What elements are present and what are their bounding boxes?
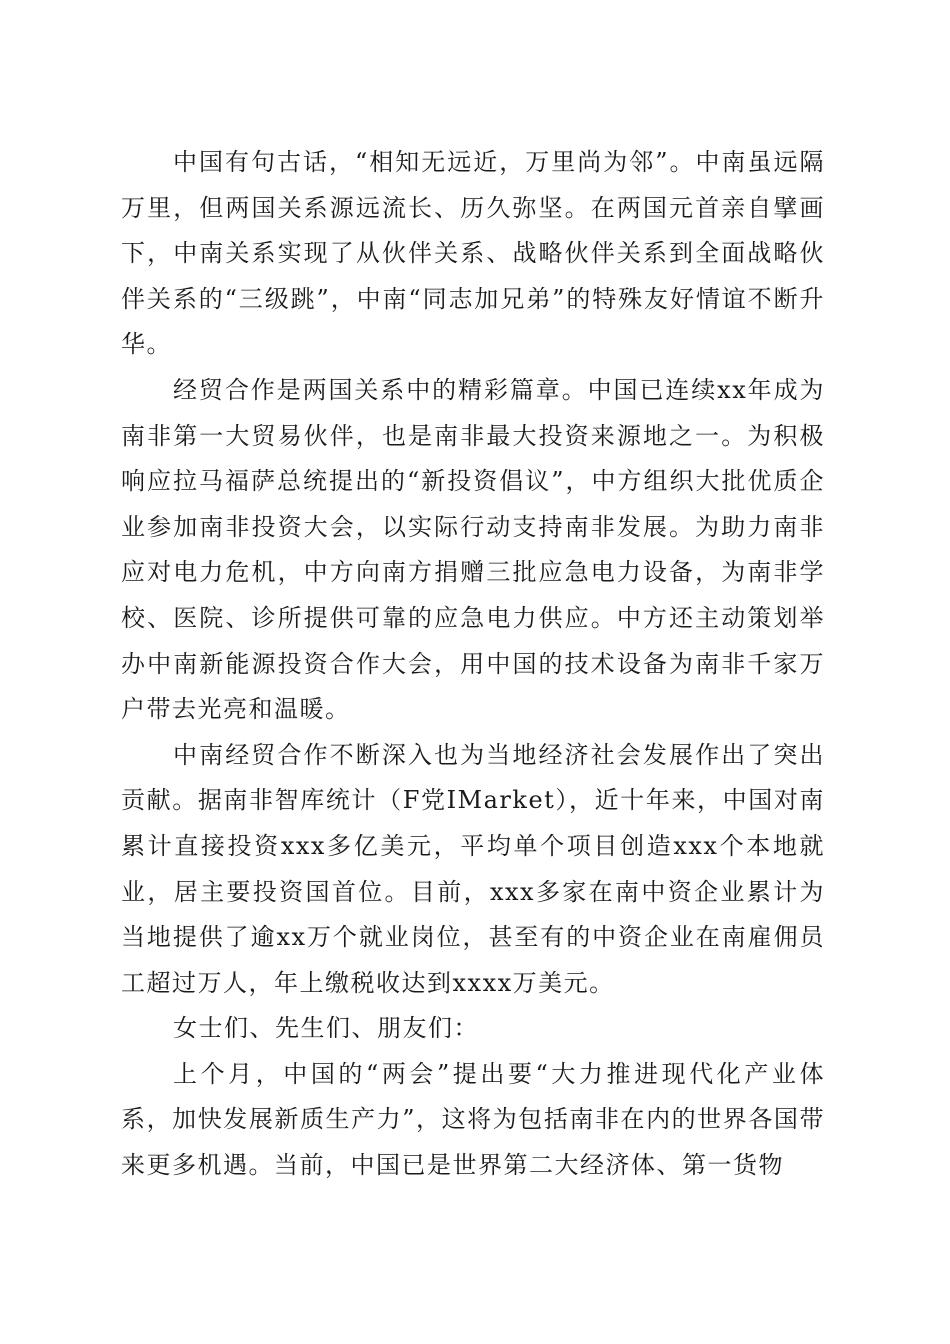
paragraph-two-sessions: 上个月，中国的“两会”提出要“大力推进现代化产业体系，加快发展新质生产力”，这将为包括南非在内的世界各国带来更多机遇。当前，中国已是世界第二大经济体、第一货物 <box>121 1059 825 1180</box>
paragraph-economic-contribution: 中南经贸合作不断深入也为当地经济社会发展作出了突出贡献。据南非智库统计（F党IMarket），近十年来，中国对南累计直接投资xxx多亿美元，平均单个项目创造xxx个本地就业，居主要投资国首位。目前，xxx多家在南中资企业累计为当地提供了逾xx万个就业岗位，甚至有的中资企业在南雇佣员工超过万人，年上缴税收达到xxxx万美元。 <box>121 740 825 997</box>
paragraph-friendship: 中国有句古话，“相知无远近，万里尚为邻”。中南虽远隔万里，但两国关系源远流长、历久弥坚。在两国元首亲自擘画下，中南关系实现了从伙伴关系、战略伙伴关系到全面战略伙伴关系的“三级跳”，中南“同志加兄弟”的特殊友好情谊不断升华。 <box>121 148 825 359</box>
paragraph-salutation: 女士们、先生们、朋友们： <box>173 1014 479 1043</box>
document-body <box>121 140 825 1189</box>
paragraph-trade-cooperation: 经贸合作是两国关系中的精彩篇章。中国已连续xx年成为南非第一大贸易伙伴，也是南非最大投资来源地之一。为积极响应拉马福萨总统提出的“新投资倡议”，中方组织大批优质企业参加南非投资大会，以实际行动支持南非发展。为助力南非应对电力危机，中方向南方捐赠三批应急电力设备，为南非学校、医院、诊所提供可靠的应急电力供应。中方还主动策划举办中南新能源投资合作大会，用中国的技术设备为南非千家万户带去光亮和温暖。 <box>121 375 825 724</box>
